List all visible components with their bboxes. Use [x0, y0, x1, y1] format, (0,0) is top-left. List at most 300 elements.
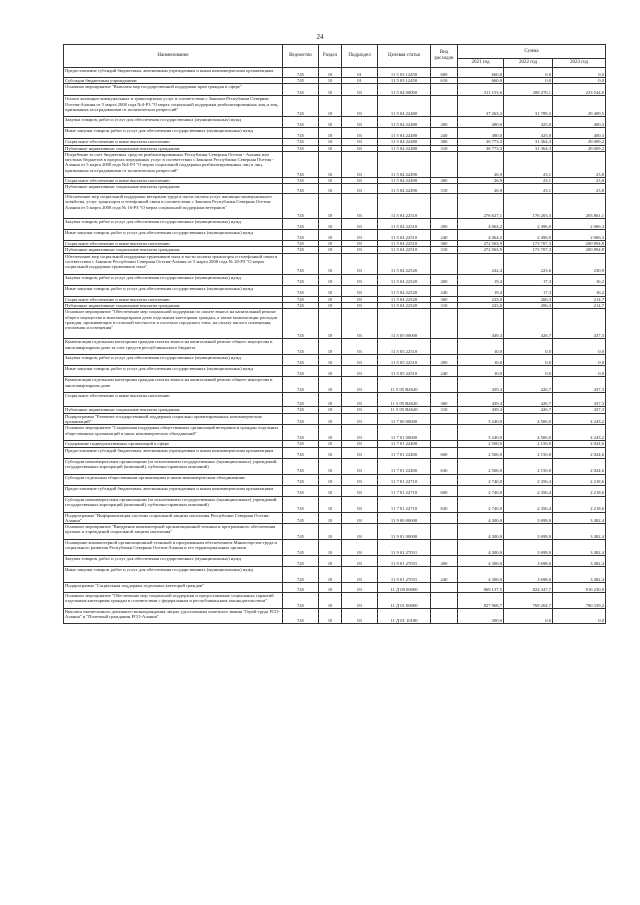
row-value-2022: 3 698,0	[504, 524, 553, 540]
row-subsection: 03	[342, 524, 378, 540]
row-value-2023: 437,3	[553, 377, 606, 393]
row-value-2022: 2 150,0	[504, 441, 553, 447]
row-expense-type	[431, 151, 458, 177]
row-value-2021: 4 064,2	[458, 230, 504, 241]
row-target-article: 11 5 05 22510	[378, 339, 431, 355]
row-expense-type	[431, 339, 458, 355]
row-expense-type: 300	[431, 177, 458, 183]
row-value-2023: 400,3	[553, 117, 606, 128]
row-department: 745	[283, 184, 319, 194]
row-value-2022: 2 150,0	[504, 447, 553, 458]
row-department: 745	[283, 68, 319, 78]
row-value-2021: 5 240,0	[458, 413, 504, 425]
row-department: 745	[283, 540, 319, 556]
row-department: 745	[283, 512, 319, 524]
table-row	[64, 583, 606, 593]
row-section: 10	[319, 253, 342, 274]
row-section: 10	[319, 285, 342, 296]
row-subsection: 03	[342, 184, 378, 194]
row-name: Предоставление субсидий бюджетным, автономным учреждениям и иным некоммерческим организациям	[64, 68, 283, 78]
row-target-article: 11 5 04 22480	[378, 117, 431, 128]
row-name: Предоставление субсидий бюджетным, автономным учреждениям и иным некоммерческим организациям	[64, 447, 283, 458]
row-section: 10	[319, 413, 342, 425]
row-value-2023: 3 482,4	[553, 540, 606, 556]
row-section: 10	[319, 78, 342, 84]
row-subsection: 01	[342, 78, 378, 84]
row-target-article: 11 5 04 22480	[378, 139, 431, 145]
row-name: Публичные нормативные социальные выплаты гражданам	[64, 184, 283, 194]
table-row	[64, 194, 606, 219]
row-name: Закупка товаров, работ и услуг для обеспечения государственных (муниципальных) нужд	[64, 274, 283, 285]
row-expense-type: 240	[431, 128, 458, 139]
table-row	[64, 274, 606, 285]
row-value-2023: 4 243,2	[553, 413, 606, 425]
row-value-2022: 31 364,3	[504, 139, 553, 145]
row-section: 10	[319, 583, 342, 593]
row-value-2021: 660,0	[458, 68, 504, 78]
table-row	[64, 151, 606, 177]
row-value-2023: 3 482,4	[553, 567, 606, 583]
row-value-2022: 206,3	[504, 296, 553, 302]
row-value-2022: 426,7	[504, 407, 553, 413]
row-value-2022: 425,0	[504, 128, 553, 139]
row-department: 745	[283, 303, 319, 309]
row-value-2022: 426,7	[504, 377, 553, 393]
row-target-article: 11 5 04 22510	[378, 219, 431, 230]
header-year-2021: 2021 год	[458, 59, 504, 68]
row-target-article: 11 Д 01 10180	[378, 609, 431, 624]
row-subsection: 01	[342, 68, 378, 78]
row-section: 10	[319, 366, 342, 377]
row-value-2021: 26,9	[458, 151, 504, 177]
row-section: 10	[319, 593, 342, 609]
row-subsection: 03	[342, 303, 378, 309]
row-section: 10	[319, 128, 342, 139]
row-value-2021: 26,9	[458, 184, 504, 194]
row-expense-type	[431, 425, 458, 441]
row-value-2022: 2 496,0	[504, 219, 553, 230]
row-value-2022: 17,3	[504, 274, 553, 285]
row-department: 745	[283, 84, 319, 96]
row-subsection: 03	[342, 540, 378, 556]
row-name: Субсидии бюджетным учреждениям	[64, 78, 283, 84]
budget-table	[63, 44, 606, 624]
row-value-2023: 4 243,2	[553, 425, 606, 441]
row-value-2023: 780 339,2	[553, 593, 606, 609]
row-value-2022: 4 506,0	[504, 413, 553, 425]
row-target-article: 11 7 00 00000	[378, 413, 431, 425]
row-department: 745	[283, 253, 319, 274]
table-row	[64, 474, 606, 485]
row-value-2021: 276 627,1	[458, 194, 504, 219]
row-subsection: 03	[342, 96, 378, 117]
row-expense-type	[431, 309, 458, 339]
row-name: Социальное обеспечение и иные выплаты населению	[64, 296, 283, 302]
row-expense-type: 200	[431, 556, 458, 567]
row-expense-type: 310	[431, 407, 458, 413]
row-value-2021: 449,4	[458, 309, 504, 339]
row-section: 10	[319, 556, 342, 567]
row-target-article: 11 5 04 22520	[378, 303, 431, 309]
row-expense-type: 200	[431, 355, 458, 366]
row-target-article: 11 5 05 R4620	[378, 377, 431, 393]
row-section: 10	[319, 524, 342, 540]
row-name: Предоставление субсидий бюджетным, автономным учреждениям и иным некоммерческим организациям	[64, 485, 283, 496]
row-value-2023: 437,3	[553, 407, 606, 413]
row-subsection: 03	[342, 274, 378, 285]
row-section: 10	[319, 230, 342, 241]
row-name: Публичные нормативные социальные выплаты гражданам	[64, 407, 283, 413]
row-value-2022: 223,6	[504, 253, 553, 274]
row-expense-type	[431, 593, 458, 609]
row-value-2023: 2 218,6	[553, 485, 606, 496]
table-row	[64, 253, 606, 274]
row-section: 10	[319, 393, 342, 407]
row-value-2021: 26,9	[458, 177, 504, 183]
row-section: 10	[319, 447, 342, 458]
row-department: 745	[283, 485, 319, 496]
row-name: Оплата жилищно-коммунальных и транспортных услуг в соответствии с Законом Республики Северная Осетия-Алания от 5 марта 2008 года №4-РЗ "О мерах социальной поддержки реабилитированных лиц и лиц, признанных пострадавшими от политических репрессий"	[64, 96, 283, 117]
row-section: 10	[319, 177, 342, 183]
table-row	[64, 377, 606, 393]
row-section: 10	[319, 377, 342, 393]
row-expense-type: 200	[431, 117, 458, 128]
row-department: 745	[283, 366, 319, 377]
row-expense-type	[431, 540, 458, 556]
row-value-2023: 0,0	[553, 366, 606, 377]
row-value-2023: 29 009,2	[553, 139, 606, 145]
row-name: Подпрограмма "Социальная поддержка отдельных категорий граждан"	[64, 583, 283, 593]
row-value-2022: 4 506,0	[504, 425, 553, 441]
row-value-2022: 0,0	[504, 355, 553, 366]
row-target-article: 11 5 03 12450	[378, 78, 431, 84]
row-target-article: 11 5 05 R4620	[378, 393, 431, 407]
row-value-2023: 0,0	[553, 609, 606, 624]
row-section: 10	[319, 309, 342, 339]
row-target-article: 11 5 04 22520	[378, 285, 431, 296]
row-value-2023: 3 482,4	[553, 524, 606, 540]
row-target-article: 11 5 04 22480	[378, 96, 431, 117]
row-value-2021: 36 773,3	[458, 145, 504, 151]
table-row	[64, 425, 606, 441]
row-value-2021: 37 263,3	[458, 96, 504, 117]
row-section: 10	[319, 407, 342, 413]
row-value-2021: 10,0	[458, 339, 504, 355]
row-name: Выплата ежемесячного денежного вознаграждения лицам, удостоенным почетного звания "Герой труда РСО-Алания" и "Почетный гражданин РСО-Алания"	[64, 609, 283, 624]
row-section: 10	[319, 540, 342, 556]
row-name: Закупка товаров, работ и услуг для обеспечения государственных (муниципальных) нужд	[64, 219, 283, 230]
row-expense-type: 600	[431, 68, 458, 78]
row-target-article: 11 5 04 22490	[378, 184, 431, 194]
row-value-2021: 4 300,0	[458, 540, 504, 556]
row-target-article: 11 7 01 22400	[378, 458, 431, 474]
row-department: 745	[283, 151, 319, 177]
table-body	[64, 68, 606, 624]
row-expense-type: 240	[431, 567, 458, 583]
row-target-article: 11 Д 00 00000	[378, 583, 431, 593]
row-target-article: 11 9 01 27031	[378, 540, 431, 556]
row-name: Обеспечение мер социальной поддержки тружеников тыла в части оплаты транспорта и телефонной связи в соответствии с Законом Республики Северная Осетия-Алания от 5 марта 2008 года № 20-РЗ "О мерах социальной поддержки тружеников тыла"	[64, 253, 283, 274]
row-value-2023: 0,0	[553, 78, 606, 84]
row-value-2021: 5 240,0	[458, 425, 504, 441]
row-department: 745	[283, 219, 319, 230]
table-row	[64, 524, 606, 540]
row-value-2023: 233 544,0	[553, 84, 606, 96]
table-row	[64, 413, 606, 425]
row-value-2023: 0,0	[553, 355, 606, 366]
row-department: 745	[283, 194, 319, 219]
row-subsection: 03	[342, 219, 378, 230]
row-value-2021: 223,0	[458, 296, 504, 302]
row-subsection: 03	[342, 247, 378, 253]
row-expense-type: 200	[431, 274, 458, 285]
row-expense-type: 310	[431, 184, 458, 194]
row-name: Обеспечение мер социальной поддержки ветеранов труда в части оплаты услуг жилищно-коммунального хозяйства, услуг транспорта и телефонной связи в соответствии с Законом Республики Северная Осетия-Алания от 5 марта 2008 года № 16-РЗ "О мерах социальной поддержки ветеранов"	[64, 194, 283, 219]
row-value-2023: 0,0	[553, 339, 606, 355]
table-row	[64, 285, 606, 296]
row-target-article: 11 5 04 00000	[378, 84, 431, 96]
row-target-article: 11 5 04 22510	[378, 230, 431, 241]
row-value-2022: 208 270,1	[504, 84, 553, 96]
row-department: 745	[283, 145, 319, 151]
row-name: Подпрограмма "Информатизация системы социальной защиты населения Республики Северная Осетия-Алания"	[64, 512, 283, 524]
row-subsection: 03	[342, 413, 378, 425]
row-subsection: 03	[342, 512, 378, 524]
row-department: 745	[283, 609, 319, 624]
row-name: Иные закупки товаров, работ и услуг для обеспечения государственных (муниципальных) нужд	[64, 230, 283, 241]
row-value-2022: 426,7	[504, 393, 553, 407]
table-row	[64, 117, 606, 128]
row-target-article: 11 5 04 22510	[378, 247, 431, 253]
row-section: 10	[319, 303, 342, 309]
row-department: 745	[283, 247, 319, 253]
row-value-2023: 2 024,6	[553, 447, 606, 458]
row-name: Содержание подведомственных организаций в сфере	[64, 441, 283, 447]
row-value-2023: 2 066,3	[553, 219, 606, 230]
row-subsection: 03	[342, 474, 378, 485]
row-expense-type: 300	[431, 296, 458, 302]
row-target-article: 11 5 04 22480	[378, 145, 431, 151]
row-department: 745	[283, 567, 319, 583]
row-department: 745	[283, 117, 319, 128]
row-department: 745	[283, 309, 319, 339]
row-target-article: 11 7 01 22400	[378, 447, 431, 458]
row-name: Социальное обеспечение и иные выплаты населению	[64, 177, 283, 183]
table-row	[64, 609, 606, 624]
row-subsection: 03	[342, 339, 378, 355]
row-target-article: 11 5 03 12450	[378, 68, 431, 78]
row-subsection: 03	[342, 230, 378, 241]
row-value-2021: 36 773,3	[458, 139, 504, 145]
row-department: 745	[283, 441, 319, 447]
row-value-2022: 3 698,0	[504, 556, 553, 567]
row-section: 10	[319, 219, 342, 230]
row-section: 10	[319, 609, 342, 624]
table-row	[64, 309, 606, 339]
row-section: 10	[319, 96, 342, 117]
row-value-2023: 16,2	[553, 274, 606, 285]
row-expense-type	[431, 253, 458, 274]
header-department: Ведомство	[283, 45, 319, 68]
row-subsection: 03	[342, 393, 378, 407]
row-value-2022: 2 496,0	[504, 230, 553, 241]
row-name: Оснащение компьютерной организационной техникой и программным обеспечением Министерства труда и социального развития Республики Северная Осетия-Алания и его территориальных органов	[64, 540, 283, 556]
row-value-2021: 272 563,9	[458, 241, 504, 247]
row-expense-type: 300	[431, 393, 458, 407]
row-expense-type	[431, 413, 458, 425]
row-department: 745	[283, 524, 319, 540]
row-target-article: 11 5 04 22510	[378, 241, 431, 247]
row-section: 10	[319, 441, 342, 447]
row-expense-type: 240	[431, 366, 458, 377]
row-value-2021: 439,4	[458, 407, 504, 413]
row-name: Субсидии некоммерческим организациям (за исключением государственных (муниципальных) учреждений, государственных корпораций (компаний), публично-правовых компаний)	[64, 496, 283, 512]
row-target-article: 11 5 05 R4620	[378, 407, 431, 413]
row-value-2023: 214,7	[553, 296, 606, 302]
row-section: 10	[319, 512, 342, 524]
row-section: 10	[319, 339, 342, 355]
row-value-2023: 200 894,8	[553, 247, 606, 253]
row-name: Погребение за счет бюджетных средств реабилитированных Республики Северная Осетия - Алания или местных бюджетов в пределах переданных услуг в соответствии с Законом Республики Северная Осетия - Алания от 5 марта 2008 года №4-РЗ "О мерах социальной поддержки реабилитированных лиц и лиц, признанных пострадавшими от политических репрессий"	[64, 151, 283, 177]
row-value-2021: 10,0	[458, 355, 504, 366]
row-value-2023: 3 482,4	[553, 556, 606, 567]
row-value-2023: 214,7	[553, 303, 606, 309]
table-row	[64, 447, 606, 458]
row-value-2023: 23,8	[553, 151, 606, 177]
row-value-2022: 426,7	[504, 309, 553, 339]
row-name: Публичные нормативные социальные выплаты гражданам	[64, 145, 283, 151]
row-subsection: 03	[342, 194, 378, 219]
table-row	[64, 556, 606, 567]
row-department: 745	[283, 128, 319, 139]
row-department: 745	[283, 96, 319, 117]
table-row	[64, 84, 606, 96]
row-expense-type: 630	[431, 496, 458, 512]
row-department: 745	[283, 393, 319, 407]
row-value-2021: 19,4	[458, 274, 504, 285]
row-value-2021: 869 137,5	[458, 583, 504, 593]
row-department: 745	[283, 285, 319, 296]
row-value-2021: 490,0	[458, 117, 504, 128]
row-value-2021: 660,0	[458, 78, 504, 84]
row-target-article: 11 7 01 22710	[378, 474, 431, 485]
row-value-2023: 2 024,6	[553, 441, 606, 447]
row-value-2021: 2 500,0	[458, 441, 504, 447]
row-department: 745	[283, 496, 319, 512]
row-value-2022: 17,3	[504, 285, 553, 296]
row-expense-type: 300	[431, 139, 458, 145]
row-value-2022: 3 698,0	[504, 540, 553, 556]
row-value-2021: 2 740,0	[458, 496, 504, 512]
row-name: Закупка товаров, работ и услуг для обеспечения государственных (муниципальных) нужд	[64, 355, 283, 366]
table-header	[64, 45, 606, 68]
row-subsection: 03	[342, 593, 378, 609]
row-value-2022: 23,1	[504, 177, 553, 183]
header-target-article: Целевая статья	[378, 45, 431, 68]
row-target-article: 11 5 04 22520	[378, 274, 431, 285]
header-sum: Сумма	[458, 45, 606, 59]
header-year-2023: 2023 год	[553, 59, 606, 68]
row-value-2023: 437,3	[553, 309, 606, 339]
row-value-2021: 439,4	[458, 377, 504, 393]
row-target-article: 11 5 04 22490	[378, 177, 431, 183]
row-value-2022: 0,0	[504, 609, 553, 624]
row-value-2023: 2 218,6	[553, 474, 606, 485]
row-name: Основное мероприятие "Обеспечение мер социальной поддержки по оплате взноса на капитальный ремонт общего имущества в многоквартирном доме отдельным категориям граждан, а также компенсации расходов граждан, проживающих в сельской местности и поселках городского типа, на оплату жилого помещения, отопления и освещения"	[64, 309, 283, 339]
row-target-article: 11 9 01 00000	[378, 524, 431, 540]
row-name: Иные закупки товаров, работ и услуг для обеспечения государственных (муниципальных) нужд	[64, 285, 283, 296]
row-value-2021: 490,0	[458, 128, 504, 139]
row-value-2023: 200 894,8	[553, 241, 606, 247]
row-value-2021: 2 740,0	[458, 474, 504, 485]
row-expense-type	[431, 194, 458, 219]
row-name: Закупка товаров, работ и услуг для обеспечения государственных (муниципальных) нужд	[64, 556, 283, 567]
table-row	[64, 219, 606, 230]
table-row	[64, 567, 606, 583]
row-name: Социальное обеспечение и иные выплаты населению	[64, 393, 283, 407]
row-expense-type: 630	[431, 458, 458, 474]
row-value-2021: 4 300,0	[458, 567, 504, 583]
row-department: 745	[283, 177, 319, 183]
row-value-2022: 23,1	[504, 184, 553, 194]
row-value-2022: 2 356,4	[504, 474, 553, 485]
row-target-article: 11 9 00 00000	[378, 512, 431, 524]
row-value-2023: 29 009,2	[553, 145, 606, 151]
row-department: 745	[283, 593, 319, 609]
row-value-2023: 23,8	[553, 177, 606, 183]
row-subsection: 03	[342, 485, 378, 496]
row-value-2021: 2 740,0	[458, 485, 504, 496]
table-row	[64, 393, 606, 407]
row-value-2022: 176 203,3	[504, 194, 553, 219]
row-department: 745	[283, 355, 319, 366]
row-target-article: 11 5 04 22510	[378, 194, 431, 219]
row-department: 745	[283, 458, 319, 474]
row-name: Социальное обеспечение и иные выплаты населению	[64, 241, 283, 247]
table-row	[64, 339, 606, 355]
row-section: 10	[319, 425, 342, 441]
row-name: Закупка товаров, работ и услуг для обеспечения государственных (муниципальных) нужд	[64, 117, 283, 128]
table-row	[64, 355, 606, 366]
row-value-2021: 4 300,0	[458, 524, 504, 540]
row-expense-type: 600	[431, 485, 458, 496]
row-subsection: 03	[342, 567, 378, 583]
row-expense-type	[431, 96, 458, 117]
row-subsection: 03	[342, 241, 378, 247]
row-value-2022: 0,0	[504, 68, 553, 78]
header-subsection: Подраздел	[342, 45, 378, 68]
row-expense-type	[431, 377, 458, 393]
row-department: 745	[283, 583, 319, 593]
row-value-2022: 769 204,7	[504, 593, 553, 609]
row-subsection: 03	[342, 253, 378, 274]
row-value-2021: 2 500,0	[458, 447, 504, 458]
row-subsection: 03	[342, 145, 378, 151]
row-subsection: 03	[342, 177, 378, 183]
row-value-2022: 173 707,3	[504, 247, 553, 253]
row-section: 10	[319, 184, 342, 194]
row-subsection: 03	[342, 377, 378, 393]
table-row	[64, 184, 606, 194]
row-department: 745	[283, 407, 319, 413]
row-expense-type: 240	[431, 230, 458, 241]
row-value-2022: 31 364,3	[504, 145, 553, 151]
row-value-2022: 0,0	[504, 339, 553, 355]
table-row	[64, 128, 606, 139]
row-target-article: 11 7 01 00000	[378, 425, 431, 441]
row-value-2022: 425,0	[504, 117, 553, 128]
row-section: 10	[319, 474, 342, 485]
